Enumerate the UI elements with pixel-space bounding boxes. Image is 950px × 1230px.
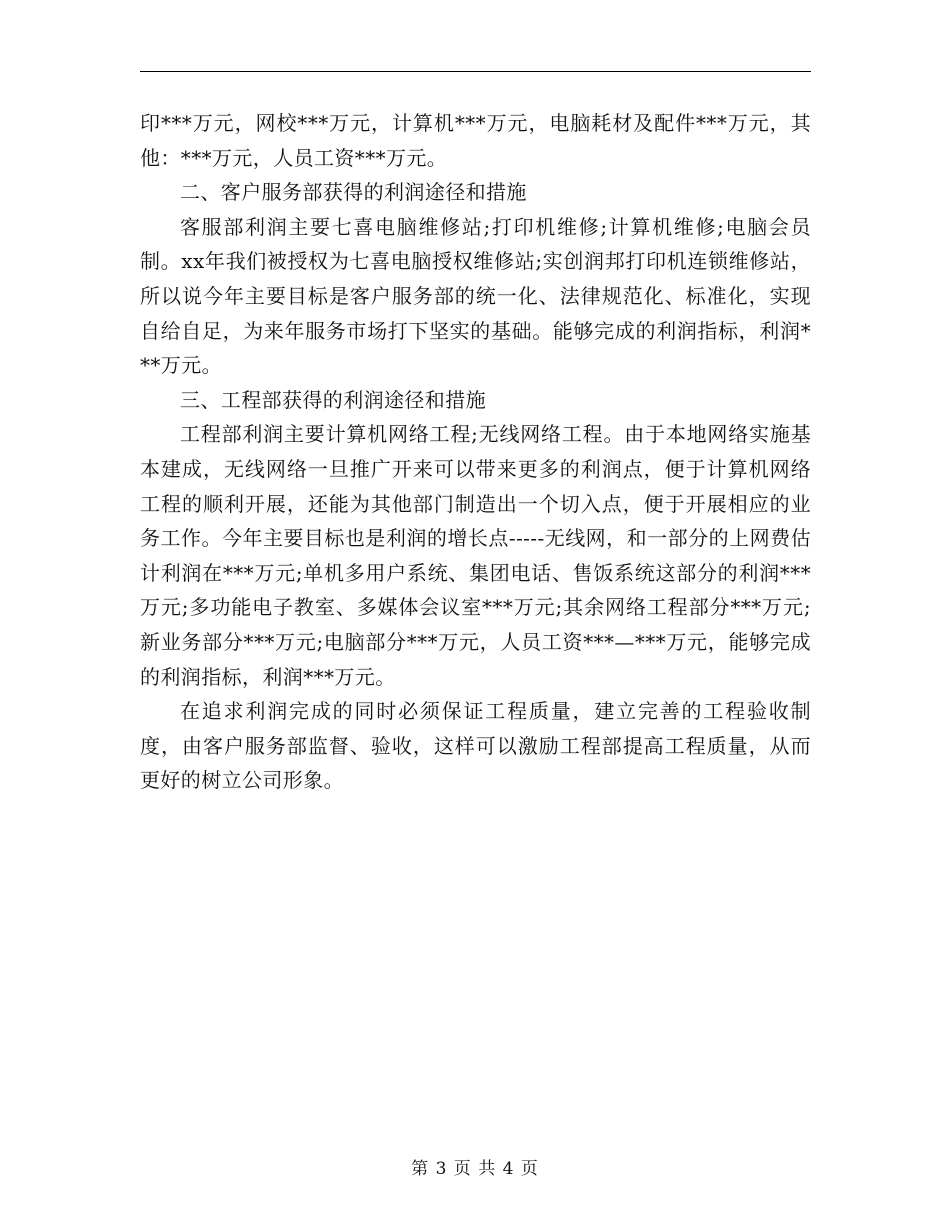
paragraph-quality: 在追求利润完成的同时必须保证工程质量，建立完善的工程验收制度，由客户服务部监督、验收，这样可以激励工程部提高工程质量，从而更好的树立公司形象。: [140, 699, 811, 793]
paragraph-engineering: 工程部利润主要计算机网络工程;无线网络工程。由于本地网络实施基本建成，无线网络一旦推广开来可以带来更多的利润点，便于计算机网络工程的顺利开展，还能为其他部门制造出一个切入点，便于开展相应的业务工作。今年主要目标也是利润的增长点-----无线网，和一部分的上网费估计利润在***万元;单机多用户系统、集团电话、售饭系统这部分的利润***万元;多功能电子教室、多媒体会议室***万元;其余网络工程部分***万元;新业务部分***万元;电脑部分***万元，人员工资***—***万元，能够完成的利润指标，利润***万元。: [140, 422, 811, 689]
document-body: [140, 106, 811, 798]
paragraph-customer-service: 客服部利润主要七喜电脑维修站;打印机维修;计算机维修;电脑会员制。xx年我们被授权为七喜电脑授权维修站;实创润邦打印机连锁维修站，所以说今年主要目标是客户服务部的统一化、法律规范化、标准化，实现自给自足，为来年服务市场打下坚实的基础。能够完成的利润指标，利润***万元。: [140, 214, 811, 378]
header-rule: [140, 71, 811, 72]
page-number: 第 3 页 共 4 页: [411, 1159, 539, 1179]
section-heading-customer-service: 二、客户服务部获得的利润途径和措施: [180, 180, 527, 205]
paragraph-continuation: 印***万元，网校***万元，计算机***万元，电脑耗材及配件***万元，其他：***万元，人员工资***万元。: [140, 111, 811, 170]
section-heading-engineering: 三、工程部获得的利润途径和措施: [180, 387, 486, 412]
